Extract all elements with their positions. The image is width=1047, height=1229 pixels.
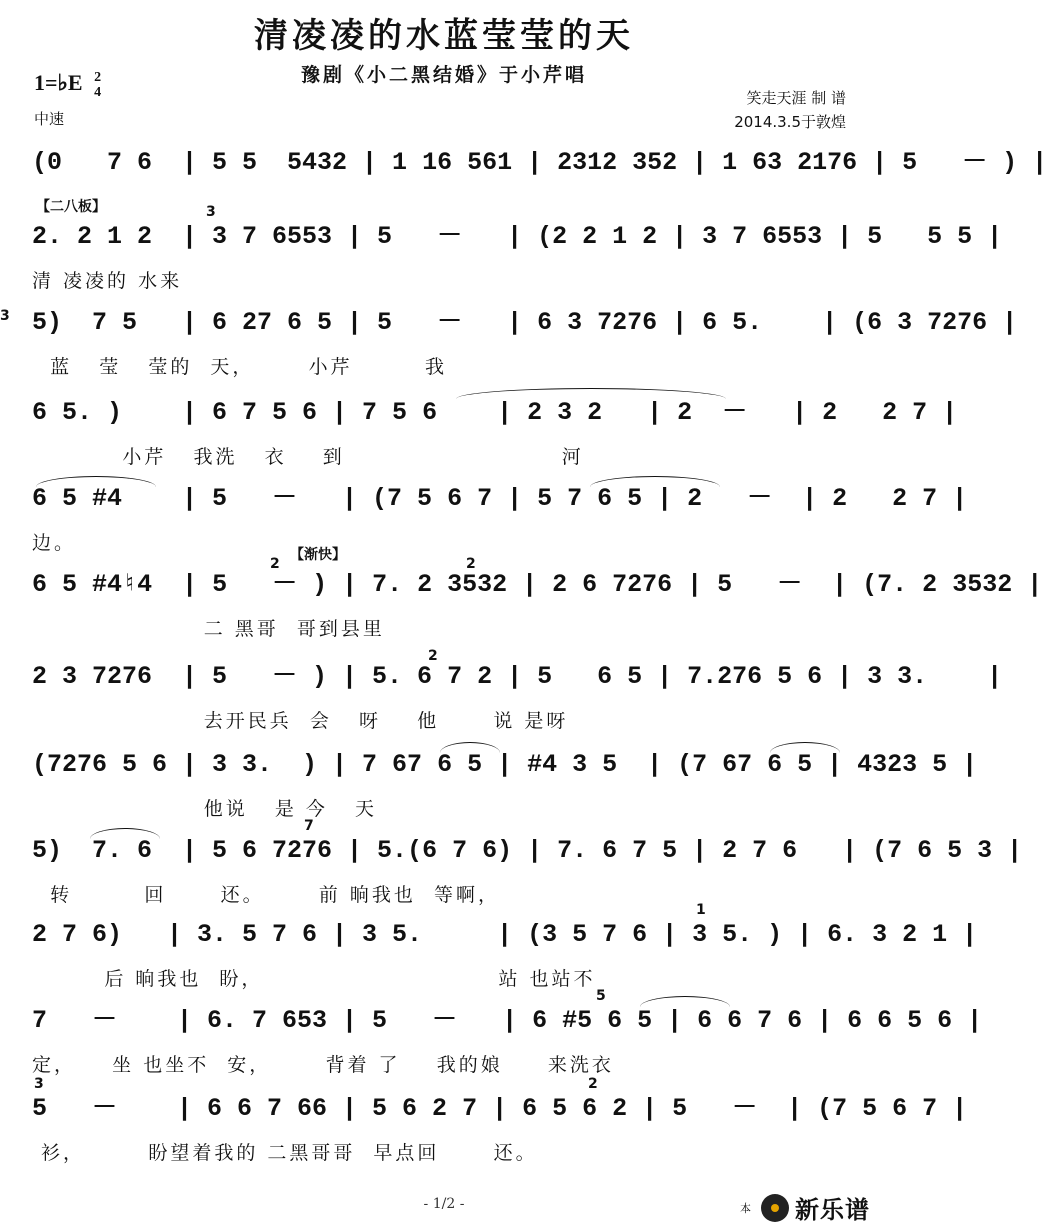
- notation-line: 2. 2 1 2 | 3 7 6553 | 5 － | (2 2 1 2 | 3 7 6553 | 5 5 5 |: [32, 222, 1003, 251]
- grace-note-mark: 3: [0, 308, 10, 324]
- grace-note-mark: 5: [596, 988, 606, 1004]
- lyric-line: 蓝 莹 莹的 天， 小芹 我: [32, 356, 447, 378]
- arranger-credit: 笑走天涯 制 谱: [746, 89, 846, 107]
- page-number: - 1/2 -: [423, 1196, 465, 1212]
- lyric-line: 清 凌凌的 水来: [32, 270, 183, 292]
- tempo-marking: 中速: [34, 110, 65, 128]
- time-bottom: 4: [94, 85, 102, 100]
- lyric-line: 二 黑哥 哥到县里: [32, 618, 385, 640]
- site-small-label: 本: [740, 1201, 751, 1215]
- grace-note-mark: 7: [304, 818, 314, 834]
- grace-note-mark: 2: [588, 1076, 598, 1092]
- song-title: 清凌凌的水蓝莹莹的天: [254, 16, 634, 56]
- song-subtitle: 豫剧《小二黑结婚》于小芹唱: [300, 64, 587, 86]
- grace-note-mark: 1: [696, 902, 706, 918]
- credit-block: [734, 86, 846, 134]
- notation-line: 2 3 7276 | 5 － ) | 5. 6 7 2 | 5 6 5 | 7.276 5 6 | 3 3. |: [32, 662, 1003, 691]
- lyric-line: 转 回 还。 前 晌我也 等啊，: [32, 884, 500, 906]
- notation-line: 7 － | 6. 7 653 | 5 － | 6 #5 6 5 | 6 6 7 6 | 6 6 5 6 |: [32, 1006, 983, 1035]
- lyric-line: 衫， 盼望着我的 二黑哥哥 早点回 还。: [32, 1142, 538, 1164]
- section-mark: 【渐快】: [290, 547, 346, 563]
- lyric-line: 小芹 我洗 衣 到 河: [32, 446, 584, 468]
- grace-note-mark: 3: [34, 1076, 44, 1092]
- notation-line: (0 7 6 | 5 5 5432 | 1 16 561 | 2312 352 | 1 63 2176 | 5 － ) |: [32, 148, 1047, 177]
- grace-note-mark: 2: [270, 556, 280, 572]
- key-signature: [34, 70, 101, 100]
- time-signature: [94, 70, 101, 100]
- time-top: 2: [94, 70, 102, 85]
- vinyl-disc-icon: [761, 1194, 789, 1222]
- key-label: 1=♭E: [34, 70, 83, 96]
- notation-line: 6 5 #4 | 5 － | (7 5 6 7 | 5 7 6 5 | 2 － | 2 2 7 |: [32, 484, 968, 513]
- notation-line: 5) 7 5 | 6 27 6 5 | 5 － | 6 3 7276 | 6 5. | (6 3 7276 |: [32, 308, 1018, 337]
- grace-note-mark: 3: [206, 204, 216, 220]
- grace-note-mark: 2: [466, 556, 476, 572]
- notation-line: 2 7 6) | 3. 5 7 6 | 3 5. | (3 5 7 6 | 3 5. ) | 6. 3 2 1 |: [32, 920, 978, 949]
- notation-line: (7276 5 6 | 3 3. ) | 7 67 6 5 | #4 3 5 | (7 67 6 5 | 4323 5 |: [32, 750, 978, 779]
- notation-line: 6 5. ) | 6 7 5 6 | 7 5 6 | 2 3 2 | 2 － | 2 2 7 |: [32, 398, 958, 427]
- lyric-line: 后 晌我也 盼， 站 也站不: [32, 968, 596, 990]
- section-mark: 【二八板】: [36, 199, 106, 215]
- site-logo[interactable]: [740, 1190, 870, 1225]
- date-credit: 2014.3.5于敦煌: [734, 113, 846, 131]
- grace-note-mark: 2: [428, 648, 438, 664]
- lyric-line: 边。: [32, 532, 77, 554]
- lyric-line: 定， 坐 也坐不 安， 背着 了 我的娘 来洗衣: [32, 1054, 614, 1076]
- notation-line: 6 5 #4♮4 | 5 － ) | 7. 2 3532 | 2 6 7276 | 5 － | (7. 2 3532 |: [32, 570, 1043, 599]
- lyric-line: 他说 是 今 天: [32, 798, 378, 820]
- notation-line: 5) 7. 6 | 5 6 7276 | 5.(6 7 6) | 7. 6 7 5 | 2 7 6 | (7 6 5 3 |: [32, 836, 1023, 865]
- lyric-line: 去开民兵 会 呀 他 说 是呀: [32, 710, 569, 732]
- notation-line: 5 － | 6 6 7 66 | 5 6 2 7 | 6 5 6 2 | 5 － | (7 5 6 7 |: [32, 1094, 968, 1123]
- site-brand: 新乐谱: [795, 1196, 870, 1224]
